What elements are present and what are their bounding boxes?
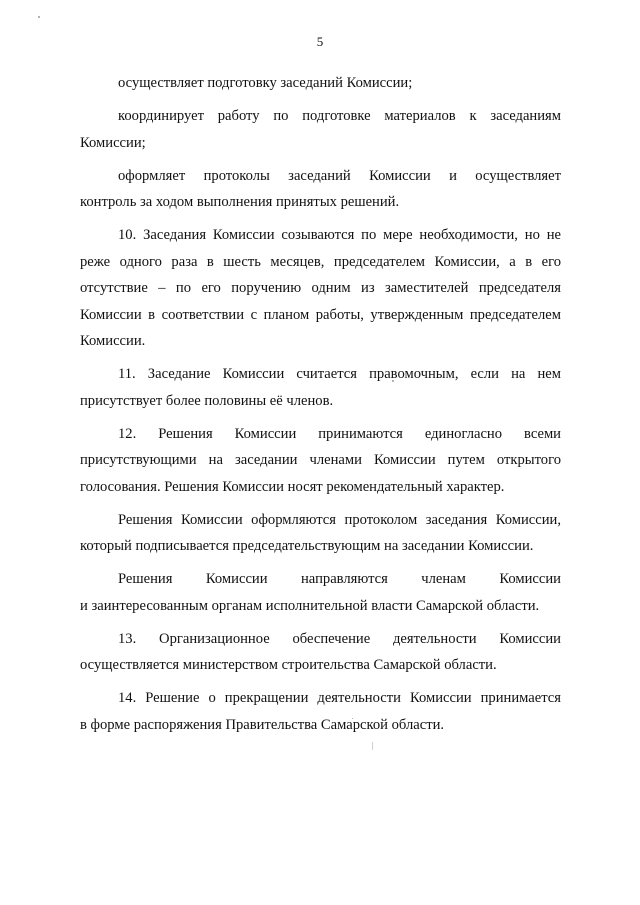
text-line: голосования. Решения Комиссии носят рекомендательный характер. [80, 478, 505, 495]
text-line: оформляет протоколы заседаний Комиссии и осуществляет [118, 167, 561, 184]
paragraph-coordinates-materials [80, 103, 561, 156]
text-line: и заинтересованным органам исполнительной власти Самарской области. [80, 597, 540, 614]
text-line: Решения Комиссии направляются членам Комиссии [118, 571, 561, 587]
text-line: реже одного раза в шесть месяцев, председателем Комиссии, а в его [80, 253, 561, 270]
text-line: Комиссии. [80, 333, 146, 349]
text-line: Комиссии; [80, 134, 146, 151]
text-line: 10. Заседания Комиссии созываются по мере необходимости, но не [118, 227, 561, 243]
paragraph-item-12 [80, 421, 561, 501]
page-number: 5 [316, 34, 324, 49]
scan-speck [38, 16, 40, 18]
text-line: отсутствие – по его поручению одним из заместителей председателя [80, 280, 561, 296]
text-line: осуществляется министерством строительства Самарской области. [80, 657, 497, 673]
text-line: присутствует более половины её членов. [80, 392, 334, 409]
paragraph-item-11 [80, 361, 561, 414]
text-line: 11. Заседание Комиссии считается правомочным, если на нем [118, 366, 561, 382]
scan-speck [372, 742, 373, 750]
paragraph-prepares-meetings [80, 70, 561, 97]
paragraph-item-10 [80, 222, 561, 355]
text-line: 13. Организационное обеспечение деятельности Комиссии [118, 630, 561, 647]
paragraph-item-13 [80, 626, 561, 679]
paragraph-decisions-protocol [80, 507, 561, 560]
text-line: Решения Комиссии оформляются протоколом заседания Комиссии, [118, 511, 561, 528]
text-line: в форме распоряжения Правительства Самарской области. [80, 716, 445, 733]
text-line: Комиссии в соответствии с планом работы, утвержденным председателем [80, 306, 561, 323]
paragraph-item-14 [80, 685, 561, 738]
text-line: координирует работу по подготовке материалов к заседаниям [118, 108, 561, 124]
text-line: 12. Решения Комиссии принимаются единогласно всеми [118, 425, 561, 442]
text-line: присутствующими на заседании членами Комиссии путем открытого [80, 452, 561, 468]
text-line: осуществляет подготовку заседаний Комиссии; [118, 75, 413, 91]
paragraph-decisions-sent [80, 566, 561, 619]
paragraph-protocols [80, 163, 561, 216]
text-line: 14. Решение о прекращении деятельности Комиссии принимается [118, 690, 561, 706]
text-line: контроль за ходом выполнения принятых решений. [80, 194, 400, 210]
text-line: который подписывается председательствующим на заседании Комиссии. [80, 538, 534, 554]
document-body [80, 70, 561, 738]
